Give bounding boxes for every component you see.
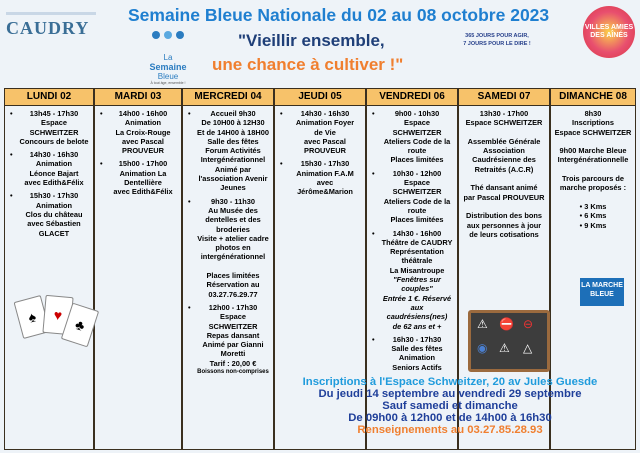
event-line: Places limitées bbox=[390, 215, 444, 225]
event-line bbox=[196, 262, 270, 271]
quote-line-1: "Vieillir ensemble, bbox=[238, 31, 385, 50]
day-events bbox=[5, 106, 93, 245]
event-line: • 9h00 - 10h30 bbox=[394, 109, 440, 118]
event-line: • 3 Kms bbox=[579, 201, 607, 211]
event-line: Animation La bbox=[119, 168, 167, 178]
event-line: • Accueil 9h30 bbox=[210, 109, 256, 118]
quote-line-2: une chance à cultiver !" bbox=[212, 55, 404, 74]
event-line: Places limitées bbox=[206, 271, 260, 281]
event-line: l'association Avenir bbox=[198, 174, 268, 184]
event-line: PROUVEUR bbox=[122, 146, 164, 156]
event-line bbox=[462, 128, 546, 137]
event-line: intergénérationnel bbox=[200, 252, 266, 262]
event-line: Jérôme&Marion bbox=[297, 187, 353, 197]
event-line: Jeunes bbox=[220, 183, 246, 193]
people-icon bbox=[148, 28, 188, 42]
event-line: Espace SCHWEITZER bbox=[392, 178, 442, 197]
event-line: • 15h30 - 17h30 bbox=[300, 159, 350, 169]
event-line: Léonce Bajart bbox=[29, 168, 79, 178]
event-item bbox=[18, 191, 90, 237]
event-line: Intergénérationnel bbox=[200, 155, 266, 165]
event-line: Intergénérationnelle bbox=[557, 155, 629, 165]
no-entry-sign-icon: ⊖ bbox=[523, 317, 534, 331]
event-line bbox=[462, 202, 546, 211]
day-header: SAMEDI 07 bbox=[459, 89, 549, 106]
event-line: Visite + atelier cadre bbox=[197, 233, 269, 243]
event-line: PROUVEUR bbox=[304, 146, 346, 156]
card-icon: ♣ bbox=[61, 303, 99, 348]
event-line: • 14h30 - 16h30 bbox=[29, 150, 79, 160]
event-line: Réservation au bbox=[206, 280, 260, 290]
parking-sign-icon: ◉ bbox=[477, 341, 488, 355]
event-line: de 62 ans et + bbox=[392, 321, 442, 331]
event-line: route bbox=[407, 146, 427, 156]
playing-cards-icon bbox=[18, 288, 98, 348]
event-line: La Croix-Rouge bbox=[115, 127, 171, 137]
logo-text: CAUDRY bbox=[6, 18, 90, 38]
event-line: dentelles et des bbox=[205, 215, 261, 225]
event-line: marche proposés : bbox=[559, 183, 627, 193]
event-line: • 9 Kms bbox=[579, 220, 607, 230]
event-line: de Vie bbox=[314, 127, 336, 137]
day-header: MARDI 03 bbox=[95, 89, 181, 106]
event-line: aux caudrésiens(nes) bbox=[386, 302, 448, 322]
day-events bbox=[459, 106, 549, 242]
day-events bbox=[183, 106, 273, 384]
tagline: 365 JOURS POUR AGIR, 7 JOURS POUR LE DIRE ! bbox=[463, 33, 531, 47]
day-column-1 bbox=[4, 88, 94, 450]
day-header: MERCREDI 04 bbox=[183, 89, 273, 106]
event-line: 13h30 - 17h00 bbox=[479, 109, 529, 118]
event-line: Salle des fêtes bbox=[207, 136, 259, 146]
caution-sign-icon: △ bbox=[523, 341, 533, 355]
day-column-3 bbox=[182, 88, 274, 450]
event-line: Seniors Actifs bbox=[392, 362, 442, 372]
event-line: Moretti bbox=[220, 349, 246, 359]
event-line bbox=[554, 165, 632, 174]
event-item bbox=[462, 109, 546, 239]
day-events bbox=[367, 106, 457, 379]
warning-sign-icon: ⚠ bbox=[477, 317, 488, 331]
event-item bbox=[196, 109, 270, 193]
event-line: Concours de belote bbox=[19, 136, 89, 146]
event-item bbox=[108, 159, 178, 196]
event-line: Trois parcours de bbox=[561, 174, 625, 184]
event-line: Thé dansant animé bbox=[470, 183, 538, 193]
event-line: Animation F.A.M bbox=[296, 168, 354, 178]
event-line: De 10H00 à 12H30 bbox=[201, 118, 265, 128]
event-line: Forum Activités bbox=[205, 146, 261, 156]
event-line: Espace SCHWEITZER bbox=[29, 118, 79, 137]
event-line: Caudrésienne des bbox=[472, 155, 536, 165]
event-line: Espace SCHWEITZER bbox=[208, 312, 258, 331]
event-line: avec Pascal bbox=[304, 136, 346, 146]
day-events bbox=[551, 106, 635, 233]
event-line: Repas dansant bbox=[206, 330, 260, 340]
event-item bbox=[554, 109, 632, 230]
event-item bbox=[108, 109, 178, 155]
semaine-bleue-logo: La Semaine Bleue À tout âge, ensemble ! bbox=[138, 28, 198, 78]
event-line: Assemblée Générale bbox=[467, 136, 541, 146]
event-line bbox=[554, 137, 632, 146]
road-signs-board bbox=[468, 310, 550, 372]
caudry-logo bbox=[6, 18, 89, 39]
event-line: Au Musée des bbox=[208, 205, 258, 215]
event-line: 8h30 bbox=[584, 109, 602, 118]
event-line: Espace SCHWEITZER bbox=[392, 118, 442, 137]
event-line: Clos du château bbox=[25, 209, 83, 219]
event-item bbox=[196, 303, 270, 377]
event-line: Animation bbox=[398, 353, 436, 363]
event-item bbox=[288, 159, 362, 196]
event-line: Retraités (A.C.R) bbox=[474, 164, 534, 174]
footer-line-5: Renseignements au 03.27.85.28.93 bbox=[357, 424, 543, 436]
event-item bbox=[380, 229, 454, 331]
event-line: aux personnes à jour bbox=[466, 220, 542, 230]
event-line: • 10h30 - 12h00 bbox=[392, 168, 442, 178]
event-line: théâtrale bbox=[401, 256, 433, 266]
footer-line-4: De 09h00 à 12h00 et de 14h00 à 16h30 bbox=[348, 412, 552, 424]
event-line: Boissons non-comprises bbox=[197, 369, 269, 376]
event-item bbox=[380, 169, 454, 225]
stop-sign-icon: ⛔ bbox=[499, 317, 514, 331]
event-line: route bbox=[407, 205, 427, 215]
day-column-2 bbox=[94, 88, 182, 450]
day-header: VENDREDI 06 bbox=[367, 89, 457, 106]
logo-bar bbox=[6, 12, 96, 15]
card-icon: ♥ bbox=[42, 295, 73, 335]
event-line: Entrée 1 €. Réservé bbox=[382, 293, 452, 303]
event-line: • 6 Kms bbox=[579, 211, 607, 221]
day-header: JEUDI 05 bbox=[275, 89, 365, 106]
event-line: Animation bbox=[124, 118, 162, 128]
event-line: Espace SCHWEITZER bbox=[465, 118, 543, 128]
event-line: Théâtre de CAUDRY bbox=[381, 237, 453, 247]
event-item bbox=[380, 109, 454, 165]
event-line: Distribution des bons bbox=[466, 211, 542, 221]
event-line: Dentellière bbox=[124, 178, 162, 188]
event-line: 9h00 Marche Bleue bbox=[559, 146, 627, 156]
event-line: par Pascal PROUVEUR bbox=[463, 192, 545, 202]
event-line: GLACET bbox=[38, 228, 70, 238]
day-events bbox=[275, 106, 365, 204]
event-line: avec Edith&Félix bbox=[24, 178, 84, 188]
event-line: • 14h30 - 16h00 bbox=[392, 228, 442, 238]
footer-line-1: Inscriptions à l'Espace Schweitzer, 20 av Jules Guesde bbox=[302, 376, 598, 388]
day-events bbox=[95, 106, 181, 204]
event-line bbox=[462, 174, 546, 183]
day-header: LUNDI 02 bbox=[5, 89, 93, 106]
day-header: DIMANCHE 08 bbox=[551, 89, 635, 106]
event-line: Animation bbox=[35, 159, 73, 169]
event-line: Ateliers Code de la bbox=[383, 196, 451, 206]
hazard-sign-icon: ⚠ bbox=[499, 341, 510, 355]
event-line: "Fenêtres sur couples" bbox=[393, 275, 441, 294]
event-item bbox=[18, 109, 90, 146]
event-line: Places limitées bbox=[390, 155, 444, 165]
event-line: Ateliers Code de la bbox=[383, 136, 451, 146]
event-line: • 13h45 - 17h30 bbox=[29, 109, 79, 118]
event-line: de leurs cotisations bbox=[469, 229, 539, 239]
event-line: • 15h30 - 17h30 bbox=[29, 191, 79, 201]
footer-line-3: Sauf samedi et dimanche bbox=[382, 400, 518, 412]
event-item bbox=[288, 109, 362, 155]
villes-amies-badge: VILLES AMIES DES AÎNÉS bbox=[583, 6, 635, 58]
event-item bbox=[380, 335, 454, 372]
event-line: Et de 14H00 à 18H00 bbox=[197, 127, 269, 137]
marche-bleue-badge: LA MARCHE BLEUE bbox=[580, 278, 624, 306]
card-icon: ♠ bbox=[14, 295, 51, 339]
event-line: photos en bbox=[215, 243, 251, 253]
event-line: Salle des fêtes bbox=[391, 344, 443, 354]
event-line: Tarif : 20,00 € bbox=[209, 358, 257, 368]
event-item bbox=[18, 150, 90, 187]
event-line: Animé par bbox=[214, 164, 252, 174]
event-line: • 16h30 - 17h30 bbox=[392, 334, 442, 344]
event-line: Représentation bbox=[390, 247, 444, 257]
event-line: • 14h00 - 16h00 bbox=[118, 109, 168, 118]
event-line: Association bbox=[483, 146, 525, 156]
event-line: • 12h00 - 17h30 bbox=[208, 302, 258, 312]
event-line: • 14h30 - 16h30 bbox=[300, 109, 350, 118]
footer-line-2: Du jeudi 14 septembre au vendredi 29 septembre bbox=[318, 388, 582, 400]
event-line: avec Pascal bbox=[122, 136, 164, 146]
event-item bbox=[196, 197, 270, 299]
event-line: Animation Foyer bbox=[295, 118, 355, 128]
event-line: Animation bbox=[35, 200, 73, 210]
page-title: Semaine Bleue Nationale du 02 au 08 octobre 2023 bbox=[128, 5, 550, 25]
event-line: avec bbox=[316, 178, 334, 188]
event-line: avec Sébastien bbox=[27, 219, 81, 229]
footer-info bbox=[270, 376, 630, 436]
event-line: Animé par Gianni bbox=[202, 340, 264, 350]
event-line: Espace SCHWEITZER bbox=[554, 127, 632, 137]
event-line: broderies bbox=[216, 224, 250, 234]
event-line: • 15h00 - 17h00 bbox=[118, 159, 168, 169]
event-line: La Misantroupe bbox=[389, 265, 445, 275]
event-line: Inscriptions bbox=[572, 118, 614, 128]
event-line: 03.27.76.29.77 bbox=[208, 289, 258, 299]
event-line: • 9h30 - 11h30 bbox=[211, 196, 255, 206]
event-line bbox=[554, 193, 632, 202]
event-line: avec Edith&Félix bbox=[113, 187, 173, 197]
